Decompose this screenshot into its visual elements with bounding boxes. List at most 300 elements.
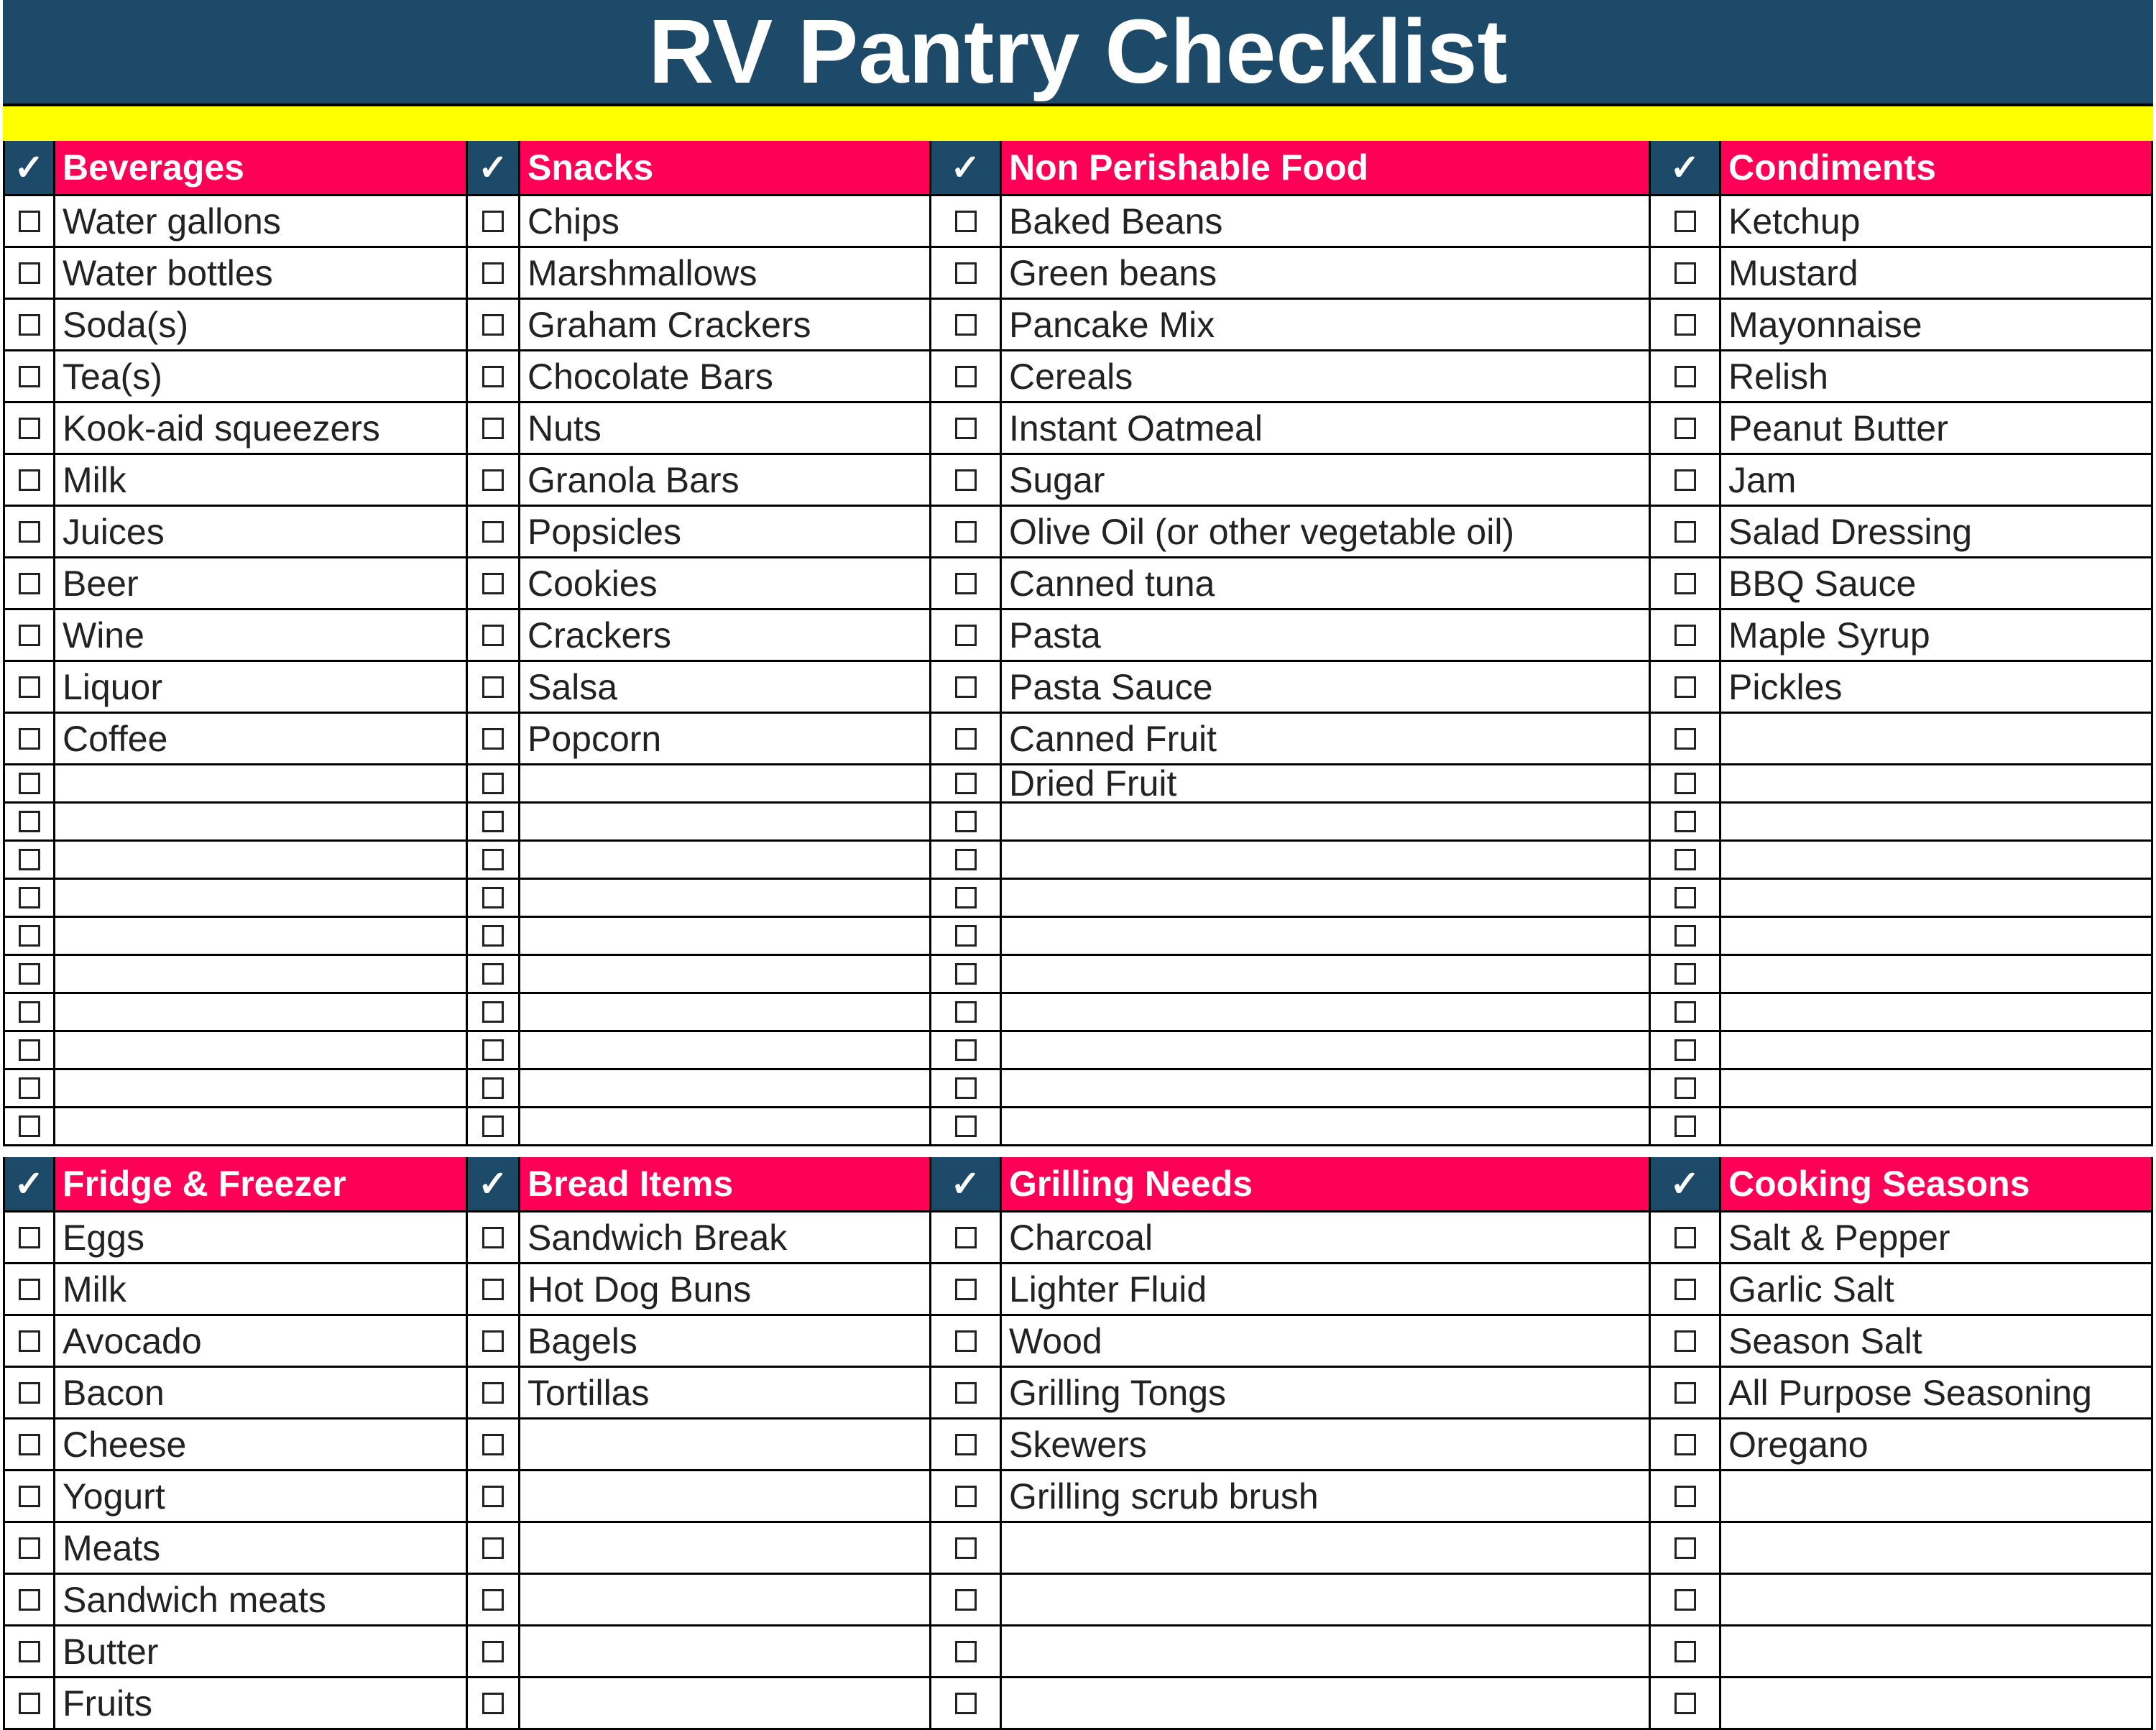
section-header-non-perishable-food: Non Perishable Food [1002,141,1651,196]
list-item[interactable]: Crackers [520,610,931,662]
list-item[interactable]: Baked Beans [1002,196,1651,248]
checkbox[interactable] [1651,1678,1721,1730]
list-item[interactable]: Cheese [55,1420,468,1471]
checkbox[interactable] [931,1368,1002,1420]
checkbox[interactable] [1651,956,1721,994]
empty-list-item[interactable] [55,842,468,880]
empty-list-item[interactable] [1002,1678,1651,1730]
list-item[interactable]: Instant Oatmeal [1002,403,1651,455]
empty-list-item[interactable] [55,1108,468,1146]
checkbox[interactable] [468,1420,520,1471]
checkbox-square-icon [1674,811,1696,832]
checkbox[interactable] [1651,1070,1721,1108]
checkbox[interactable] [3,351,55,403]
empty-list-item[interactable] [1721,918,2153,956]
checkbox-square-icon [482,469,504,491]
checkbox[interactable] [1651,1523,1721,1575]
empty-list-item[interactable] [1721,765,2153,804]
checkbox-square-icon [955,1039,977,1061]
list-item[interactable]: Sandwich Break [520,1213,931,1264]
checkbox[interactable] [468,918,520,956]
list-item[interactable]: Maple Syrup [1721,610,2153,662]
list-item[interactable]: Sugar [1002,455,1651,507]
checkbox-square-icon [482,573,504,594]
empty-list-item[interactable] [520,1471,931,1523]
empty-list-item[interactable] [1721,1471,2153,1523]
checkbox[interactable] [468,1316,520,1368]
checkbox[interactable] [931,1523,1002,1575]
check-all-icon: ✓ [1651,141,1721,196]
checkbox[interactable] [468,1627,520,1678]
checkbox[interactable] [3,1678,55,1730]
checkbox-square-icon [955,418,977,439]
checkbox[interactable] [468,765,520,804]
list-item[interactable]: Yogurt [55,1471,468,1523]
checkbox-square-icon [482,1641,504,1662]
checkbox[interactable] [1651,1471,1721,1523]
checkbox[interactable] [468,880,520,918]
list-item[interactable]: Coffee [55,714,468,765]
checkbox-square-icon [1674,262,1696,284]
checkbox-square-icon [1674,1227,1696,1248]
checkbox-square-icon [19,773,40,794]
checkbox[interactable] [468,196,520,248]
checkbox-square-icon [19,1077,40,1099]
checkbox[interactable] [3,662,55,714]
checkbox[interactable] [3,1070,55,1108]
list-item[interactable]: Beer [55,558,468,610]
checkbox-square-icon [955,728,977,750]
checkbox-square-icon [19,418,40,439]
checkbox[interactable] [468,610,520,662]
empty-list-item[interactable] [1002,1032,1651,1070]
checkbox[interactable] [3,1108,55,1146]
checkbox-square-icon [1674,1077,1696,1099]
empty-list-item[interactable] [520,994,931,1032]
list-item[interactable]: Nuts [520,403,931,455]
checkbox-square-icon [1674,887,1696,908]
list-item[interactable]: Salsa [520,662,931,714]
top-checklist-grid [3,141,2153,1146]
list-item[interactable]: Marshmallows [520,248,931,300]
checkbox-square-icon [482,1693,504,1714]
checkbox-square-icon [1674,625,1696,646]
empty-list-item[interactable] [1002,1627,1651,1678]
checkbox[interactable] [468,842,520,880]
checkbox[interactable] [1651,880,1721,918]
checkbox-square-icon [482,1115,504,1137]
checkbox[interactable] [3,1316,55,1368]
empty-list-item[interactable] [1721,1523,2153,1575]
empty-list-item[interactable] [55,765,468,804]
list-item[interactable]: Bagels [520,1316,931,1368]
list-item[interactable]: Salad Dressing [1721,507,2153,558]
checkbox[interactable] [931,558,1002,610]
empty-list-item[interactable] [55,918,468,956]
checkbox[interactable] [3,1523,55,1575]
empty-list-item[interactable] [520,956,931,994]
checkbox[interactable] [3,1264,55,1316]
checkbox[interactable] [931,1575,1002,1627]
checkbox-square-icon [19,521,40,543]
checkbox[interactable] [931,403,1002,455]
checkbox-square-icon [482,418,504,439]
checkbox[interactable] [1651,558,1721,610]
checkbox[interactable] [468,804,520,842]
checkbox[interactable] [1651,300,1721,351]
list-item[interactable]: Grilling scrub brush [1002,1471,1651,1523]
checkbox-square-icon [955,925,977,947]
checkbox[interactable] [931,248,1002,300]
list-item[interactable]: Tea(s) [55,351,468,403]
empty-list-item[interactable] [1721,1070,2153,1108]
checkbox-square-icon [1674,1382,1696,1404]
checkbox[interactable] [468,1575,520,1627]
checkbox[interactable] [931,610,1002,662]
list-item[interactable]: Dried Fruit [1002,765,1651,804]
empty-list-item[interactable] [1002,994,1651,1032]
checkbox[interactable] [468,1032,520,1070]
list-item[interactable]: Soda(s) [55,300,468,351]
checkbox[interactable] [3,196,55,248]
checkbox[interactable] [468,1108,520,1146]
list-item[interactable]: Bacon [55,1368,468,1420]
checkbox[interactable] [3,1032,55,1070]
checkbox[interactable] [1651,1575,1721,1627]
empty-list-item[interactable] [520,1070,931,1108]
checkbox[interactable] [1651,507,1721,558]
empty-list-item[interactable] [1002,1070,1651,1108]
empty-list-item[interactable] [1721,714,2153,765]
list-item[interactable]: Wood [1002,1316,1651,1368]
checkbox[interactable] [1651,662,1721,714]
list-item[interactable]: Charcoal [1002,1213,1651,1264]
checkbox[interactable] [3,994,55,1032]
checkbox[interactable] [3,1213,55,1264]
checkbox[interactable] [468,455,520,507]
empty-list-item[interactable] [55,1070,468,1108]
empty-list-item[interactable] [55,994,468,1032]
checkbox[interactable] [3,1575,55,1627]
checkbox[interactable] [468,1070,520,1108]
checkbox[interactable] [931,1213,1002,1264]
checkbox[interactable] [3,880,55,918]
checkbox[interactable] [3,300,55,351]
checkbox[interactable] [468,300,520,351]
checkbox[interactable] [931,455,1002,507]
checkbox[interactable] [931,351,1002,403]
checkbox[interactable] [3,714,55,765]
checkbox[interactable] [931,804,1002,842]
checkbox-square-icon [955,366,977,387]
checkbox[interactable] [931,1420,1002,1471]
checkbox[interactable] [931,1070,1002,1108]
checkbox-square-icon [1674,1434,1696,1455]
list-item[interactable]: Meats [55,1523,468,1575]
checkbox[interactable] [468,403,520,455]
checkbox[interactable] [3,765,55,804]
list-item[interactable]: Fruits [55,1678,468,1730]
empty-list-item[interactable] [55,880,468,918]
checkbox[interactable] [468,714,520,765]
checkbox[interactable] [3,956,55,994]
checkbox[interactable] [931,956,1002,994]
checkbox[interactable] [468,1213,520,1264]
empty-list-item[interactable] [520,918,931,956]
checkbox[interactable] [1651,842,1721,880]
list-item[interactable]: Chocolate Bars [520,351,931,403]
checkbox[interactable] [931,300,1002,351]
empty-list-item[interactable] [1721,1627,2153,1678]
checkbox[interactable] [468,1523,520,1575]
list-item[interactable]: Popcorn [520,714,931,765]
checkbox-square-icon [19,1001,40,1023]
checkbox-square-icon [1674,728,1696,750]
checkbox[interactable] [3,507,55,558]
list-item[interactable]: Chips [520,196,931,248]
empty-list-item[interactable] [1721,1678,2153,1730]
checkbox[interactable] [468,1471,520,1523]
empty-list-item[interactable] [520,1575,931,1627]
check-all-icon: ✓ [468,1157,520,1213]
list-item[interactable]: Milk [55,455,468,507]
empty-list-item[interactable] [1721,1575,2153,1627]
list-item[interactable]: Canned tuna [1002,558,1651,610]
empty-list-item[interactable] [1721,804,2153,842]
checkbox[interactable] [931,662,1002,714]
checkbox-square-icon [482,521,504,543]
checkbox[interactable] [931,765,1002,804]
checkbox-square-icon [1674,963,1696,985]
checkbox[interactable] [3,558,55,610]
list-item[interactable]: Cookies [520,558,931,610]
empty-list-item[interactable] [520,804,931,842]
list-item[interactable]: Juices [55,507,468,558]
list-item[interactable]: Water bottles [55,248,468,300]
list-item[interactable]: Ketchup [1721,196,2153,248]
checkbox[interactable] [3,248,55,300]
checkbox[interactable] [468,1678,520,1730]
checkbox[interactable] [468,558,520,610]
empty-list-item[interactable] [520,1523,931,1575]
list-item[interactable]: Butter [55,1627,468,1678]
empty-list-item[interactable] [55,804,468,842]
checkbox[interactable] [1651,994,1721,1032]
checkbox[interactable] [931,1678,1002,1730]
checkbox[interactable] [3,1627,55,1678]
checkbox[interactable] [1651,455,1721,507]
checkbox[interactable] [3,1471,55,1523]
checkbox[interactable] [1651,610,1721,662]
empty-list-item[interactable] [1721,994,2153,1032]
empty-list-item[interactable] [520,880,931,918]
empty-list-item[interactable] [1002,842,1651,880]
checkbox[interactable] [3,1368,55,1420]
list-item[interactable]: Jam [1721,455,2153,507]
list-item[interactable]: Season Salt [1721,1316,2153,1368]
empty-list-item[interactable] [1002,918,1651,956]
empty-list-item[interactable] [520,1108,931,1146]
list-item[interactable]: Pasta Sauce [1002,662,1651,714]
list-item[interactable]: Mustard [1721,248,2153,300]
checkbox[interactable] [468,956,520,994]
list-item[interactable]: Wine [55,610,468,662]
empty-list-item[interactable] [520,1032,931,1070]
checkbox-square-icon [482,849,504,870]
list-item[interactable]: Eggs [55,1213,468,1264]
empty-list-item[interactable] [520,842,931,880]
checkbox-square-icon [955,211,977,232]
checkbox-square-icon [19,1227,40,1248]
checkbox-square-icon [955,521,977,543]
checkbox[interactable] [3,804,55,842]
checkbox[interactable] [3,610,55,662]
checkbox[interactable] [931,1264,1002,1316]
checkbox-square-icon [482,314,504,336]
checkbox[interactable] [3,455,55,507]
checkbox[interactable] [931,507,1002,558]
empty-list-item[interactable] [520,765,931,804]
empty-list-item[interactable] [1002,956,1651,994]
empty-list-item[interactable] [1721,842,2153,880]
list-item[interactable]: Canned Fruit [1002,714,1651,765]
checkbox[interactable] [3,1420,55,1471]
empty-list-item[interactable] [520,1420,931,1471]
list-item[interactable]: All Purpose Seasoning [1721,1368,2153,1420]
checkbox[interactable] [3,918,55,956]
empty-list-item[interactable] [520,1627,931,1678]
checkbox[interactable] [1651,714,1721,765]
list-item[interactable]: Water gallons [55,196,468,248]
list-item[interactable]: Salt & Pepper [1721,1213,2153,1264]
list-item[interactable]: Kook-aid squeezers [55,403,468,455]
check-all-icon: ✓ [3,1157,55,1213]
checkbox[interactable] [468,351,520,403]
list-item[interactable]: Lighter Fluid [1002,1264,1651,1316]
checkbox[interactable] [1651,1627,1721,1678]
checkbox[interactable] [1651,1264,1721,1316]
checkbox[interactable] [1651,1032,1721,1070]
list-item[interactable]: Grilling Tongs [1002,1368,1651,1420]
list-item[interactable]: Graham Crackers [520,300,931,351]
checkbox[interactable] [931,842,1002,880]
checkbox[interactable] [468,248,520,300]
checkbox[interactable] [468,507,520,558]
checkbox[interactable] [3,842,55,880]
list-item[interactable]: Liquor [55,662,468,714]
section-header-cooking-seasons: Cooking Seasons [1721,1157,2153,1213]
list-item[interactable]: Pickles [1721,662,2153,714]
checkbox[interactable] [1651,1316,1721,1368]
empty-list-item[interactable] [55,1032,468,1070]
checkbox[interactable] [1651,1420,1721,1471]
checkbox[interactable] [468,994,520,1032]
list-item[interactable]: Olive Oil (or other vegetable oil) [1002,507,1651,558]
list-item[interactable]: Tortillas [520,1368,931,1420]
list-item[interactable]: Popsicles [520,507,931,558]
checkbox[interactable] [931,196,1002,248]
checkbox[interactable] [1651,804,1721,842]
checkbox[interactable] [1651,403,1721,455]
list-item[interactable]: Pancake Mix [1002,300,1651,351]
empty-list-item[interactable] [1721,956,2153,994]
checkbox[interactable] [1651,918,1721,956]
empty-list-item[interactable] [1721,1032,2153,1070]
checkbox[interactable] [468,662,520,714]
checkbox[interactable] [931,994,1002,1032]
checkbox-square-icon [1674,1279,1696,1300]
checkbox[interactable] [931,1108,1002,1146]
checkbox[interactable] [931,1032,1002,1070]
checkbox[interactable] [931,1316,1002,1368]
list-item[interactable]: BBQ Sauce [1721,558,2153,610]
check-all-icon: ✓ [3,141,55,196]
checkbox[interactable] [1651,1368,1721,1420]
checkbox[interactable] [1651,351,1721,403]
checkbox-square-icon [1674,573,1696,594]
checkbox[interactable] [1651,248,1721,300]
checkbox-square-icon [482,1589,504,1611]
empty-list-item[interactable] [1002,804,1651,842]
empty-list-item[interactable] [1721,1108,2153,1146]
checkbox-square-icon [19,925,40,947]
list-item[interactable]: Granola Bars [520,455,931,507]
list-item[interactable]: Mayonnaise [1721,300,2153,351]
checkbox-square-icon [19,728,40,750]
checkbox-square-icon [1674,1330,1696,1352]
checkbox[interactable] [931,714,1002,765]
list-item[interactable]: Green beans [1002,248,1651,300]
list-item[interactable]: Peanut Butter [1721,403,2153,455]
checkbox-square-icon [482,1434,504,1455]
checkbox[interactable] [3,403,55,455]
list-item[interactable]: Hot Dog Buns [520,1264,931,1316]
checkbox-square-icon [482,1330,504,1352]
list-item[interactable]: Garlic Salt [1721,1264,2153,1316]
empty-list-item[interactable] [1002,1108,1651,1146]
checkbox[interactable] [468,1264,520,1316]
list-item[interactable]: Cereals [1002,351,1651,403]
list-item[interactable]: Avocado [55,1316,468,1368]
list-item[interactable]: Skewers [1002,1420,1651,1471]
checkbox-square-icon [482,925,504,947]
checkbox-square-icon [955,1115,977,1137]
empty-list-item[interactable] [1002,1523,1651,1575]
checkbox[interactable] [1651,196,1721,248]
checkbox[interactable] [931,1627,1002,1678]
checkbox-square-icon [955,1693,977,1714]
list-item[interactable]: Milk [55,1264,468,1316]
checkbox[interactable] [931,1471,1002,1523]
empty-list-item[interactable] [520,1678,931,1730]
empty-list-item[interactable] [1002,880,1651,918]
checkbox-square-icon [19,1589,40,1611]
list-item[interactable]: Sandwich meats [55,1575,468,1627]
checkbox[interactable] [1651,1213,1721,1264]
checkbox-square-icon [955,963,977,985]
checkbox[interactable] [468,1368,520,1420]
checkbox[interactable] [931,880,1002,918]
empty-list-item[interactable] [55,956,468,994]
checkbox[interactable] [1651,1108,1721,1146]
list-item[interactable]: Relish [1721,351,2153,403]
list-item[interactable]: Pasta [1002,610,1651,662]
checkbox[interactable] [1651,765,1721,804]
checkbox[interactable] [931,918,1002,956]
empty-list-item[interactable] [1721,880,2153,918]
empty-list-item[interactable] [1002,1575,1651,1627]
list-item[interactable]: Oregano [1721,1420,2153,1471]
